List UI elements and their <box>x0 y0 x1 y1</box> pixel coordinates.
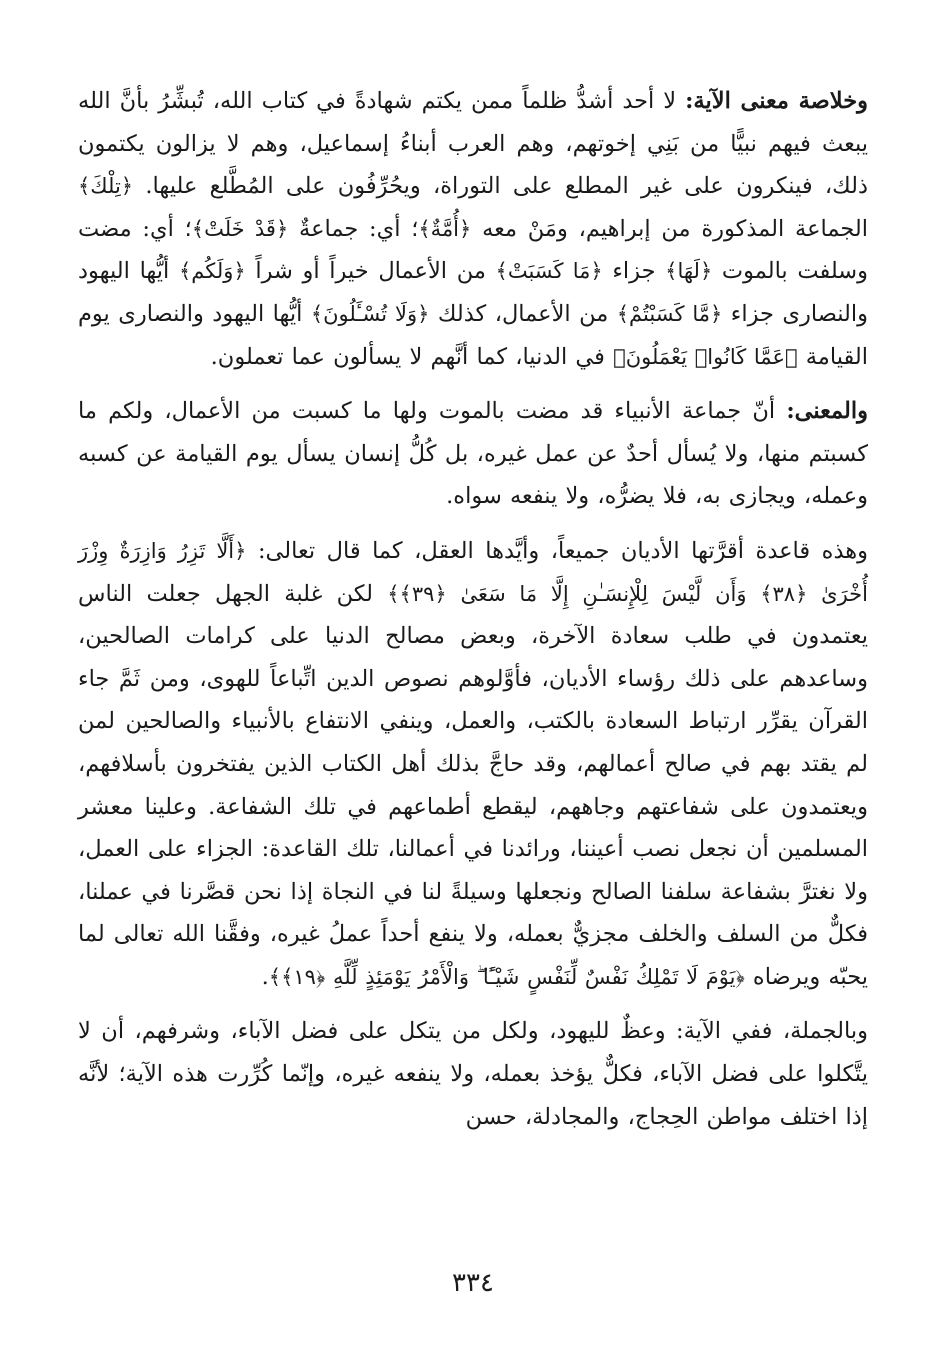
paragraph-text: أيُّها اليهود والنصارى جزاء <box>78 258 868 327</box>
paragraph-text: من الأعمال خيراً أو شراً <box>245 258 496 285</box>
paragraph-text: الجماعة المذكورة من إبراهيم، ومَنْ معه <box>471 215 868 242</box>
page-body <box>78 80 868 1150</box>
page-number: ٣٣٤ <box>452 1268 494 1298</box>
quran-quote: ﴿مَا كَسَبَتْ﴾ <box>495 259 603 284</box>
paragraph-text: ؛ أي: جماعةٌ <box>288 215 419 242</box>
paragraph-text: لكن غلبة الجهل جعلت الناس يعتمدون في طلب سعادة الآخرة، وبعض مصالح الدنيا على كرامات الصالحين، وساعدهم على ذلك رؤساء الأديان، فأوَّلوهم نصوص الدين اتِّباعاً للهوى، ومن ثَمَّ جاء القرآن يقرِّر ارتباط السعادة بالكتب، والعمل، وينفي الانتفاع بالأنبياء والصالحين لمن لم يقتد بهم في صالح أعمالهم، وقد حاجَّ بذلك أهل الكتاب الذين يفتخرون بأسلافهم، ويعتمدون على شفاعتهم وجاههم، ليقطع أطماعهم في تلك الشفاعة. وعلينا معشر المسلمين أن نجعل نصب أعيننا، ورائدنا في أعمالنا، تلك القاعدة: الجزاء على العمل، ولا نغترَّ بشفاعة سلفنا الصالح ونجعلها وسيلةً لنا في النجاة إذا نحن قصَّرنا في عملنا، فكلٌّ من السلف والخلف مجزيٌّ بعمله، ولا ينفع أحداً عملُ غيره، وفقَّنا الله تعالى لما يحبّه ويرضاه <box>78 580 868 990</box>
paragraph-text: وبالجملة، ففي الآية: وعظٌ لليهود، ولكل من يتكل على فضل الآباء، وشرفهم، أن لا يتَّكلوا على فضل الآباء، فكلٌّ يؤخذ بعمله، ولا ينفعه غيره، وإنّما كُرِّرت هذه الآية؛ لأنَّه إذا اختلف مواطن الحِجاج، والمجادلة، حسن <box>78 1018 868 1130</box>
quran-quote: ﴿مَّا كَسَبْتُمْ﴾ <box>616 301 723 326</box>
paragraph-text: من الأعمال، كذلك <box>429 300 617 327</box>
quran-quote: ﴿أُمَّةٌ﴾ <box>418 216 472 241</box>
paragraph-text: في الدنيا، كما أنَّهم لا يسألون عما تعملون. <box>210 343 614 370</box>
paragraph-text: ؛ أي: مضت وسلفت بالموت <box>78 215 868 285</box>
paragraph-text: وهذه قاعدة أقرَّتها الأديان جميعاً، وأيَّدها العقل، كما قال تعالى: <box>246 537 868 564</box>
quran-quote: ﴿تِلْكَ﴾ <box>78 174 134 199</box>
quran-quote: ﴿وَلَا تُسْـَٔلُونَ﴾ <box>310 301 430 326</box>
paragraph-lead-heading: وخلاصة معنى الآية: <box>685 88 868 114</box>
quran-quote: ﴿عَمَّا كَانُوا۟ يَعْمَلُونَ﴾ <box>613 344 798 369</box>
paragraph-verse-summary <box>78 80 868 378</box>
paragraph-rule <box>78 530 868 999</box>
quran-quote: ﴿أَلَّا تَزِرُ وَازِرَةٌ وِزْرَ أُخْرَىٰ ﴿٣٨﴾ وَأَن لَّيْسَ لِلْإِنسَـٰنِ إِلَّا مَا سَعَىٰ ﴿٣٩﴾﴾ <box>78 538 868 606</box>
paragraph-text: لا أحد أشدُّ ظلماً ممن يكتم شهادةً في كتاب الله، تُبشِّرُ بأنَّ الله يبعث فيهم نبيًّا من بَنِي إخوتهم، وهم العرب أبناءُ إسماعيل، وهم لا يزالون يكتمون ذلك، فينكرون على غير المطلع على التوراة، ويحُرِّفُون على المُطَّلع عليها. <box>78 88 868 200</box>
paragraph-lead-heading: والمعنى: <box>786 398 868 425</box>
paragraph-text: أيُّها اليهود والنصارى يوم القيامة <box>78 300 868 370</box>
quran-quote: ﴿لَهَا﴾ <box>665 259 713 284</box>
quran-quote: ﴿قَدْ خَلَتْ﴾ <box>191 216 289 241</box>
paragraph-text: . <box>261 963 269 990</box>
quran-quote: ﴿يَوْمَ لَا تَمْلِكُ نَفْسٌ لِّنَفْسٍ شَيْـًٔا ۖ وَالْأَمْرُ يَوْمَئِذٍ لِّلَّهِ ﴿١٩﴾﴾ <box>268 964 745 989</box>
paragraph-text: أنّ جماعة الأنبياء قد مضت بالموت ولها ما كسبت من الأعمال، ولكم ما كسبتم منها، ولا يُسأل أحدٌ عن عمل غيره، بل كُلُّ إنسان يسأل يوم القيامة عن كسبه وعمله، ويجازى به، فلا يضرُّه، ولا ينفعه سواه. <box>78 398 868 510</box>
paragraph-meaning <box>78 390 868 518</box>
quran-quote: ﴿وَلَكُم﴾ <box>178 259 246 284</box>
paragraph-text: جزاء <box>602 258 666 285</box>
paragraph-conclusion <box>78 1010 868 1138</box>
